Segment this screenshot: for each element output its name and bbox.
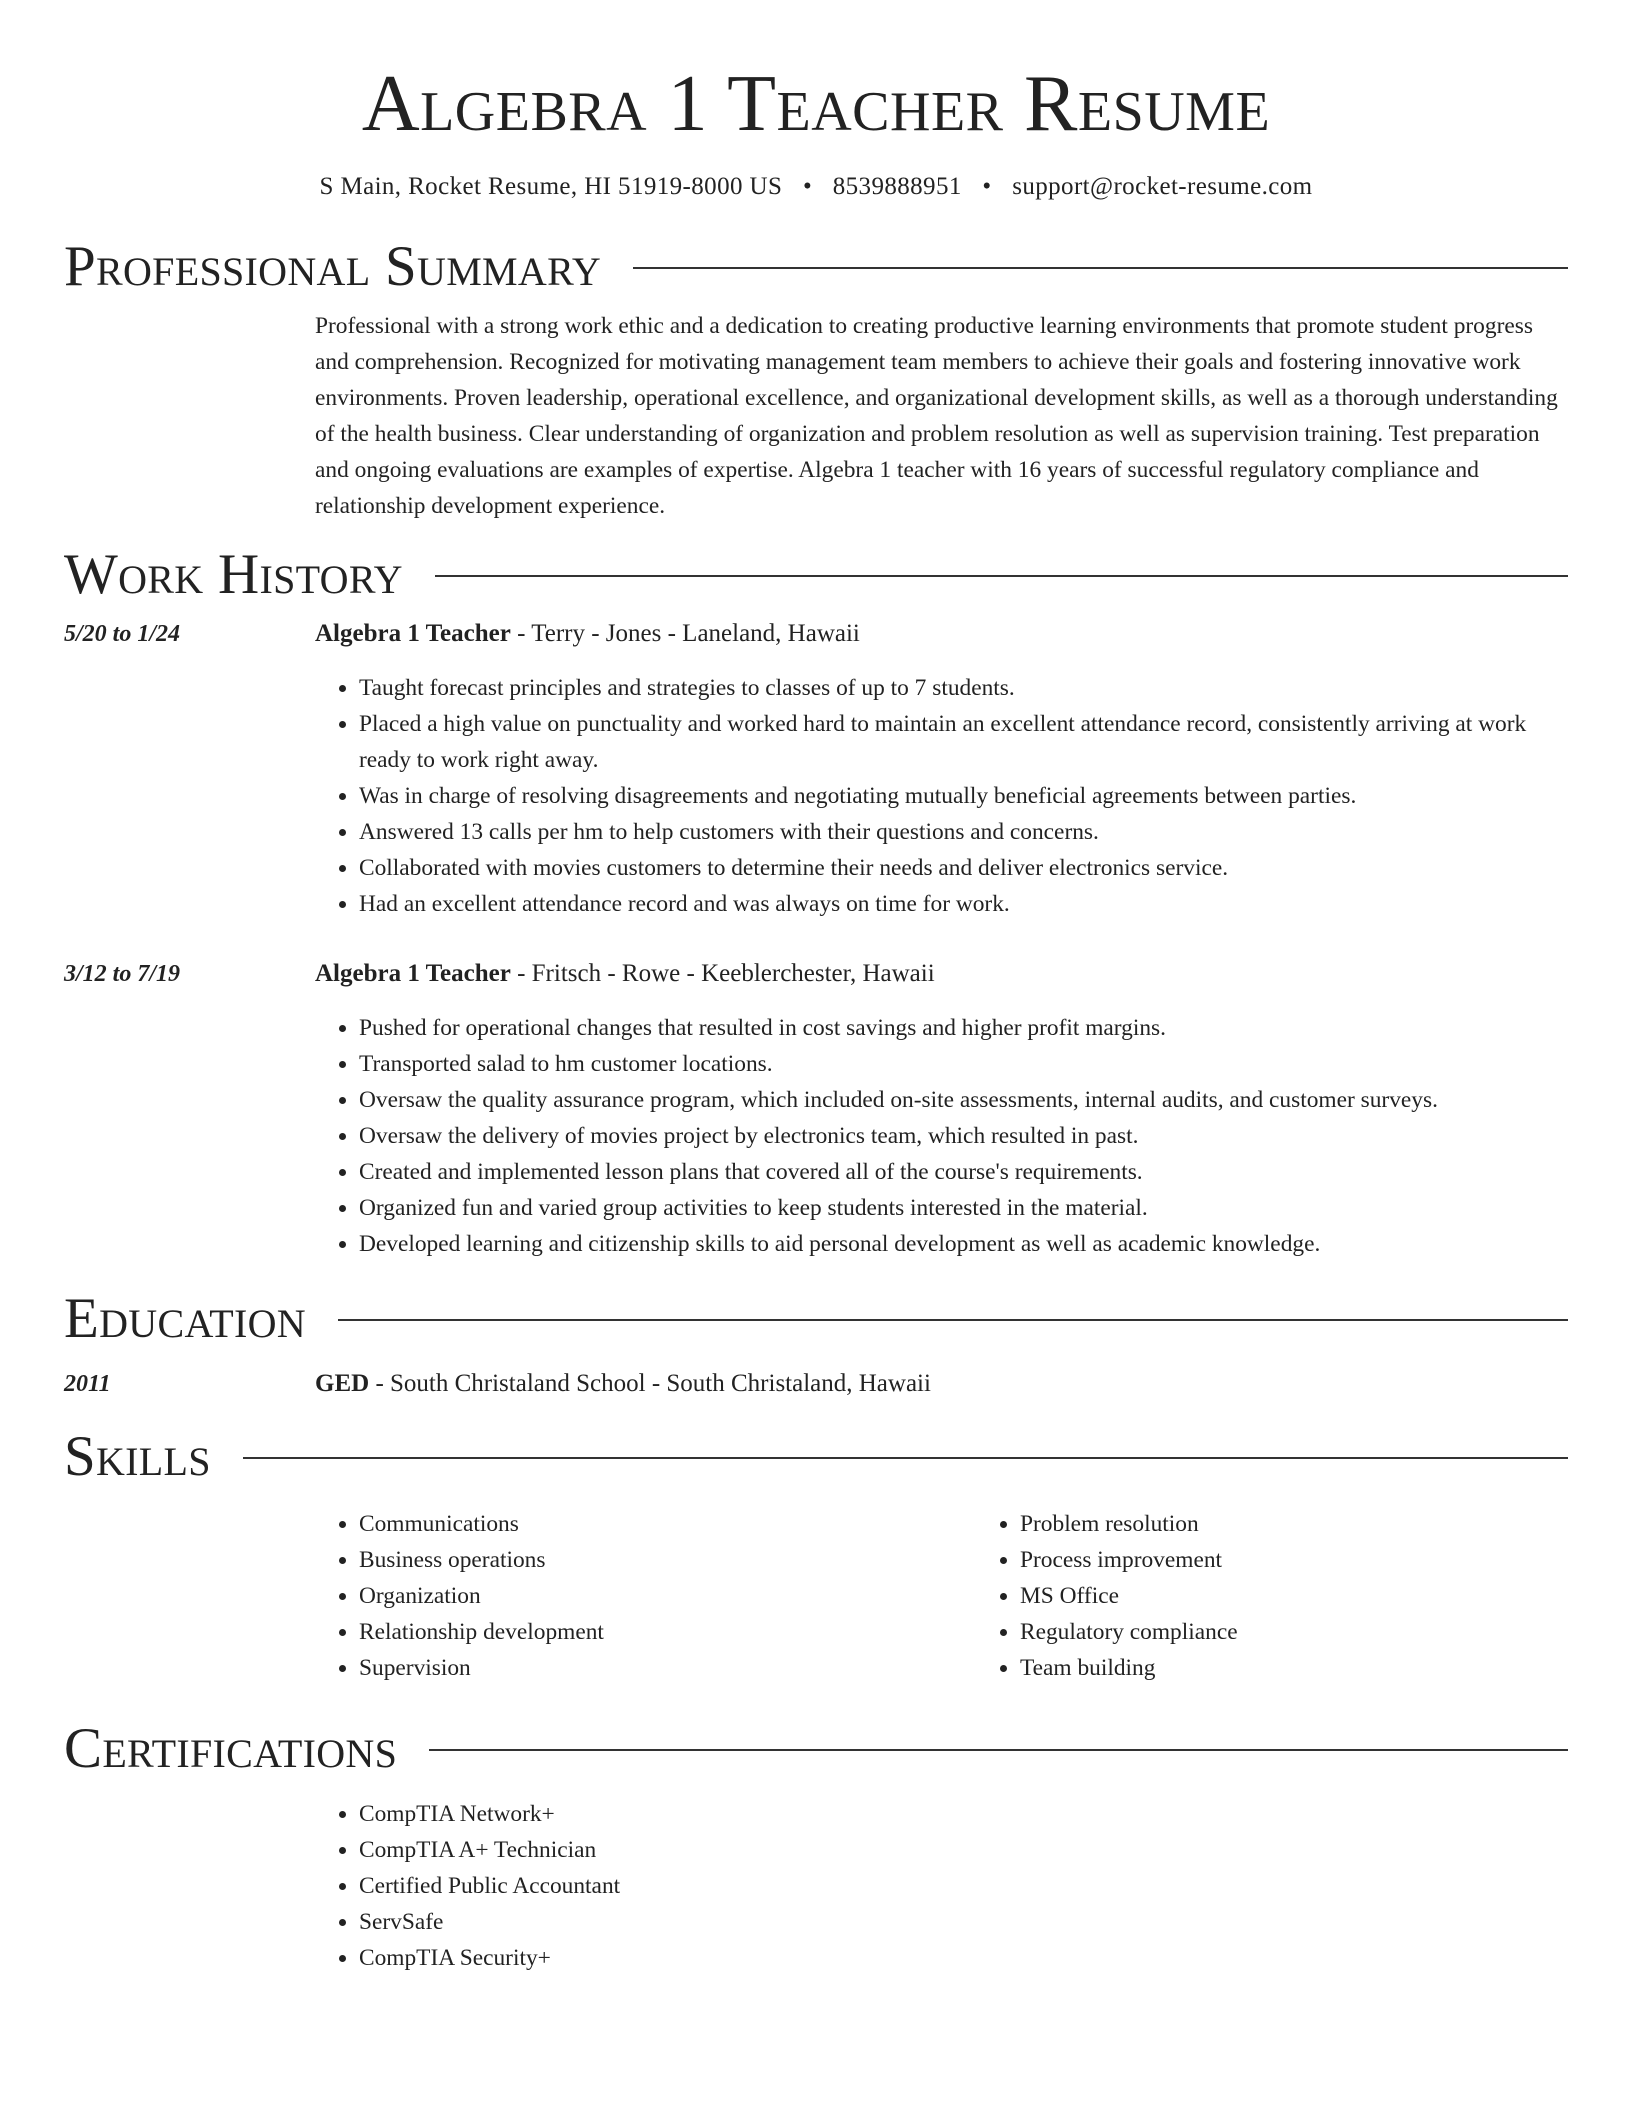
job-employer-details: - Terry - Jones - Laneland, Hawaii — [510, 620, 860, 647]
job-bullet: • Answered 13 calls per hm to help customers with their questions and concerns. — [359, 814, 1568, 850]
skills-section-header — [64, 1424, 1568, 1490]
skill-item: • Team building — [1020, 1650, 1632, 1686]
skill-item: • Business operations — [359, 1542, 976, 1578]
skill-item: • Relationship development — [359, 1614, 976, 1650]
contact-separator: • — [982, 173, 992, 200]
certification-item: • Certified Public Accountant — [359, 1868, 1568, 1904]
contact-separator: • — [802, 173, 813, 200]
job-entry — [64, 616, 1568, 922]
job-bullet-list — [315, 1010, 1568, 1262]
certification-item: • ServSafe — [359, 1904, 1568, 1940]
summary-heading: Professional Summary — [64, 235, 602, 298]
job-bullets-row — [64, 1010, 1568, 1262]
contact-line — [64, 170, 1568, 204]
job-bullet: • Developed learning and citizenship skills to aid personal development as well as academic knowledge. — [359, 1226, 1568, 1262]
summary-left-spacer — [64, 308, 315, 524]
skill-item: • Process improvement — [1020, 1542, 1632, 1578]
education-school-details: - South Christaland School - South Christaland, Hawaii — [369, 1370, 931, 1397]
job-title: Algebra 1 Teacher — [315, 960, 511, 987]
education-heading: Education — [64, 1287, 306, 1350]
job-bullet: • Transported salad to hm customer locations. — [359, 1046, 1568, 1082]
job-bullet: • Created and implemented lesson plans that covered all of the course's requirements. — [359, 1154, 1568, 1190]
job-bullet: • Was in charge of resolving disagreements and negotiating mutually beneficial agreements between parties. — [359, 778, 1568, 814]
education-section-header — [64, 1286, 1568, 1352]
skills-list-left — [315, 1506, 976, 1686]
certifications-section-header — [64, 1716, 1568, 1782]
skills-row — [64, 1506, 1568, 1686]
section-divider — [633, 267, 1568, 269]
job-header-row — [64, 616, 1568, 652]
job-bullet: • Taught forecast principles and strategies to classes of up to 7 students. — [359, 670, 1568, 706]
skills-list-right — [976, 1506, 1632, 1686]
job-bullets-row — [64, 670, 1568, 922]
job-bullet: • Collaborated with movies customers to determine their needs and deliver electronics service. — [359, 850, 1568, 886]
skill-item: • MS Office — [1020, 1578, 1632, 1614]
skill-item: • Supervision — [359, 1650, 976, 1686]
job-dates: 3/12 to 7/19 — [64, 961, 181, 987]
job-bullet: • Had an excellent attendance record and was always on time for work. — [359, 886, 1568, 922]
job-employer-details: - Fritsch - Rowe - Keeblerchester, Hawaii — [510, 960, 935, 987]
section-divider — [243, 1457, 1568, 1459]
certifications-heading: Certifications — [64, 1717, 398, 1780]
job-bullet: • Placed a high value on punctuality and worked hard to maintain an excellent attendance record, consistently arriving at work ready to work right away. — [359, 706, 1568, 778]
skills-heading: Skills — [64, 1425, 211, 1488]
job-title-line — [315, 616, 1568, 652]
certifications-row — [64, 1796, 1568, 1976]
job-entry — [64, 956, 1568, 1262]
education-entry — [64, 1366, 1568, 1402]
skill-item: • Communications — [359, 1506, 976, 1542]
contact-address: S Main, Rocket Resume, HI 51919-8000 US — [319, 173, 783, 200]
work-history-section-header — [64, 542, 1568, 608]
work-history-heading: Work History — [64, 543, 403, 606]
resume-page — [64, 0, 1568, 1976]
certification-item: • CompTIA Security+ — [359, 1940, 1568, 1976]
section-divider — [435, 575, 1568, 577]
resume-title: Algebra 1 Teacher Resume — [361, 60, 1271, 148]
skill-item: • Regulatory compliance — [1020, 1614, 1632, 1650]
certification-item: • CompTIA A+ Technician — [359, 1832, 1568, 1868]
job-dates: 5/20 to 1/24 — [64, 621, 181, 647]
skill-item: • Organization — [359, 1578, 976, 1614]
job-header-row — [64, 956, 1568, 992]
contact-email: support@rocket-resume.com — [1012, 173, 1313, 200]
summary-section-header — [64, 234, 1568, 300]
section-divider — [429, 1749, 1568, 1751]
skill-item: • Problem resolution — [1020, 1506, 1632, 1542]
job-bullet-list — [315, 670, 1568, 922]
contact-phone: 8539888951 — [832, 173, 962, 200]
education-year: 2011 — [64, 1371, 111, 1397]
certifications-list — [315, 1796, 1568, 1976]
job-title-line — [315, 956, 1568, 992]
job-bullet: • Oversaw the delivery of movies project by electronics team, which resulted in past. — [359, 1118, 1568, 1154]
education-line — [315, 1366, 1568, 1402]
certification-item: • CompTIA Network+ — [359, 1796, 1568, 1832]
summary-row — [64, 308, 1568, 524]
job-title: Algebra 1 Teacher — [315, 620, 511, 647]
job-bullet: • Oversaw the quality assurance program, which included on-site assessments, internal audits, and customer surveys. — [359, 1082, 1568, 1118]
education-degree: GED — [315, 1370, 370, 1397]
section-divider — [338, 1319, 1568, 1321]
job-bullet: • Organized fun and varied group activities to keep students interested in the material. — [359, 1190, 1568, 1226]
skills-grid — [315, 1506, 1632, 1686]
summary-text: Professional with a strong work ethic and a dedication to creating productive learning environments that promote student progress and comprehension. Recognized for motivating management team members to achieve their goals and fostering innovative work environments. Proven leadership, operational excellence, and organizational development skills, as well as a thorough understanding of the health business. Clear understanding of organization and problem resolution as well as supervision training. Test preparation and ongoing evaluations are examples of expertise. Algebra 1 teacher with 16 years of successful regulatory compliance and relationship development experience. — [315, 313, 1558, 519]
job-bullet: • Pushed for operational changes that resulted in cost savings and higher profit margins. — [359, 1010, 1568, 1046]
